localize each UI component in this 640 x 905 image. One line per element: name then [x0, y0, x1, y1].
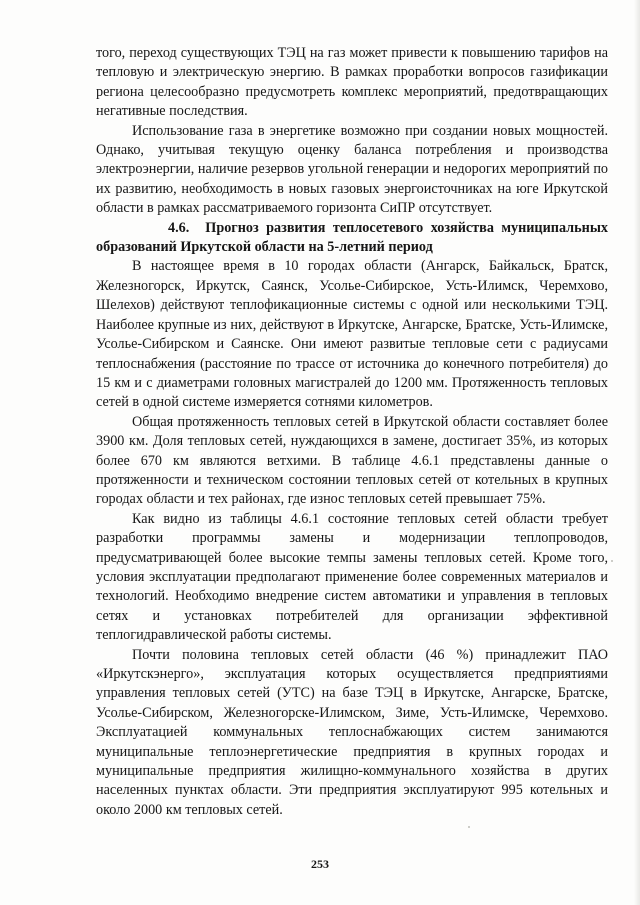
section-paragraph-1: В настоящее время в 10 городах области (Ангарск, Байкальск, Братск, Железногорск, Иркутск, Саянск, Усолье-Сибирское, Усть-Илимск, Черемхово, Шелехов) действуют теплофикационные системы с одной или несколькими ТЭЦ. Наиболее крупные из них, действуют в Иркутске, Ангарске, Братске, Усть-Илимске, Усолье-Сибирском и Саянске. Они имеют развитые тепловые сети с радиусами теплоснабжения (расстояние по трассе от источника до конечного потребителя) до 15 км и с диаметрами головных магистралей до 1200 мм. Протяженность тепловых сетей в одной системе измеряется сотнями километров.	[96, 258, 608, 411]
section-title: Прогноз развития теплосетевого хозяйства муниципальных образований Иркутской области на 5-летний период	[96, 219, 608, 256]
section-paragraph-4: Почти половина тепловых сетей области (46 %) принадлежит ПАО «Иркутскэнерго», эксплуатация которых осуществляется предприятиями управления тепловых сетей (УТС) на базе ТЭЦ в Иркутске, Ангарске, Братске, Усолье-Сибирском, Железногорске-Илимском, Зиме, Усть-Илимске, Черемхово. Эксплуатацией коммунальных теплоснабжающих систем занимаются муниципальные теплоэнергетические предприятия в крупных городах и муниципальные предприятия жилищно-коммунального хозяйства в других населенных пунктах области. Эти предприятия эксплуатируют 995 котельных и около 2000 км тепловых сетей.	[96, 646, 608, 818]
intro-paragraph-2: Использование газа в энергетике возможно при создании новых мощностей. Однако, учитывая текущую оценку баланса потребления и производства электроэнергии, наличие резервов угольной генерации и недорогих мероприятий по их развитию, необходимость в новых газовых энергоисточниках на юге Иркутской области в рамках рассматриваемого горизонта СиПР отсутствует.	[96, 122, 608, 217]
scan-edge-shadow	[634, 0, 640, 905]
section-paragraph-2: Общая протяженность тепловых сетей в Иркутской области составляет более 3900 км. Доля тепловых сетей, нуждающихся в замене, достигает 35%, из которых более 670 км являются ветхими. В таблице 4.6.1 представлены данные о протяженности и техническом состоянии тепловых сетей от котельных в крупных городах области и тех районах, где износ тепловых сетей превышает 75%.	[96, 413, 608, 508]
section-paragraph-3: Как видно из таблицы 4.6.1 состояние тепловых сетей области требует разработки программы замены и модернизации теплопроводов, предусматривающей более высокие темпы замены тепловых сетей. Кроме того, условия эксплуатации предполагают применение более современных материалов и технологий. Необходимо внедрение систем автоматики и управления в тепловых сетях и установках потребителей для организации эффективной теплогидравлической работы системы.	[96, 510, 608, 644]
intro-paragraph-1: того, переход существующих ТЭЦ на газ может привести к повышению тарифов на тепловую и электрическую энергию. В рамках проработки вопросов газификации региона целесообразно предусмотреть комплекс мероприятий, предотвращающих негативные последствия.	[96, 45, 608, 120]
scan-speck	[468, 826, 470, 828]
section-heading	[96, 219, 608, 258]
section-number: 4.6.	[168, 219, 190, 236]
scan-speck	[611, 560, 613, 562]
page-body	[96, 44, 608, 820]
page-number: 253	[311, 857, 329, 871]
